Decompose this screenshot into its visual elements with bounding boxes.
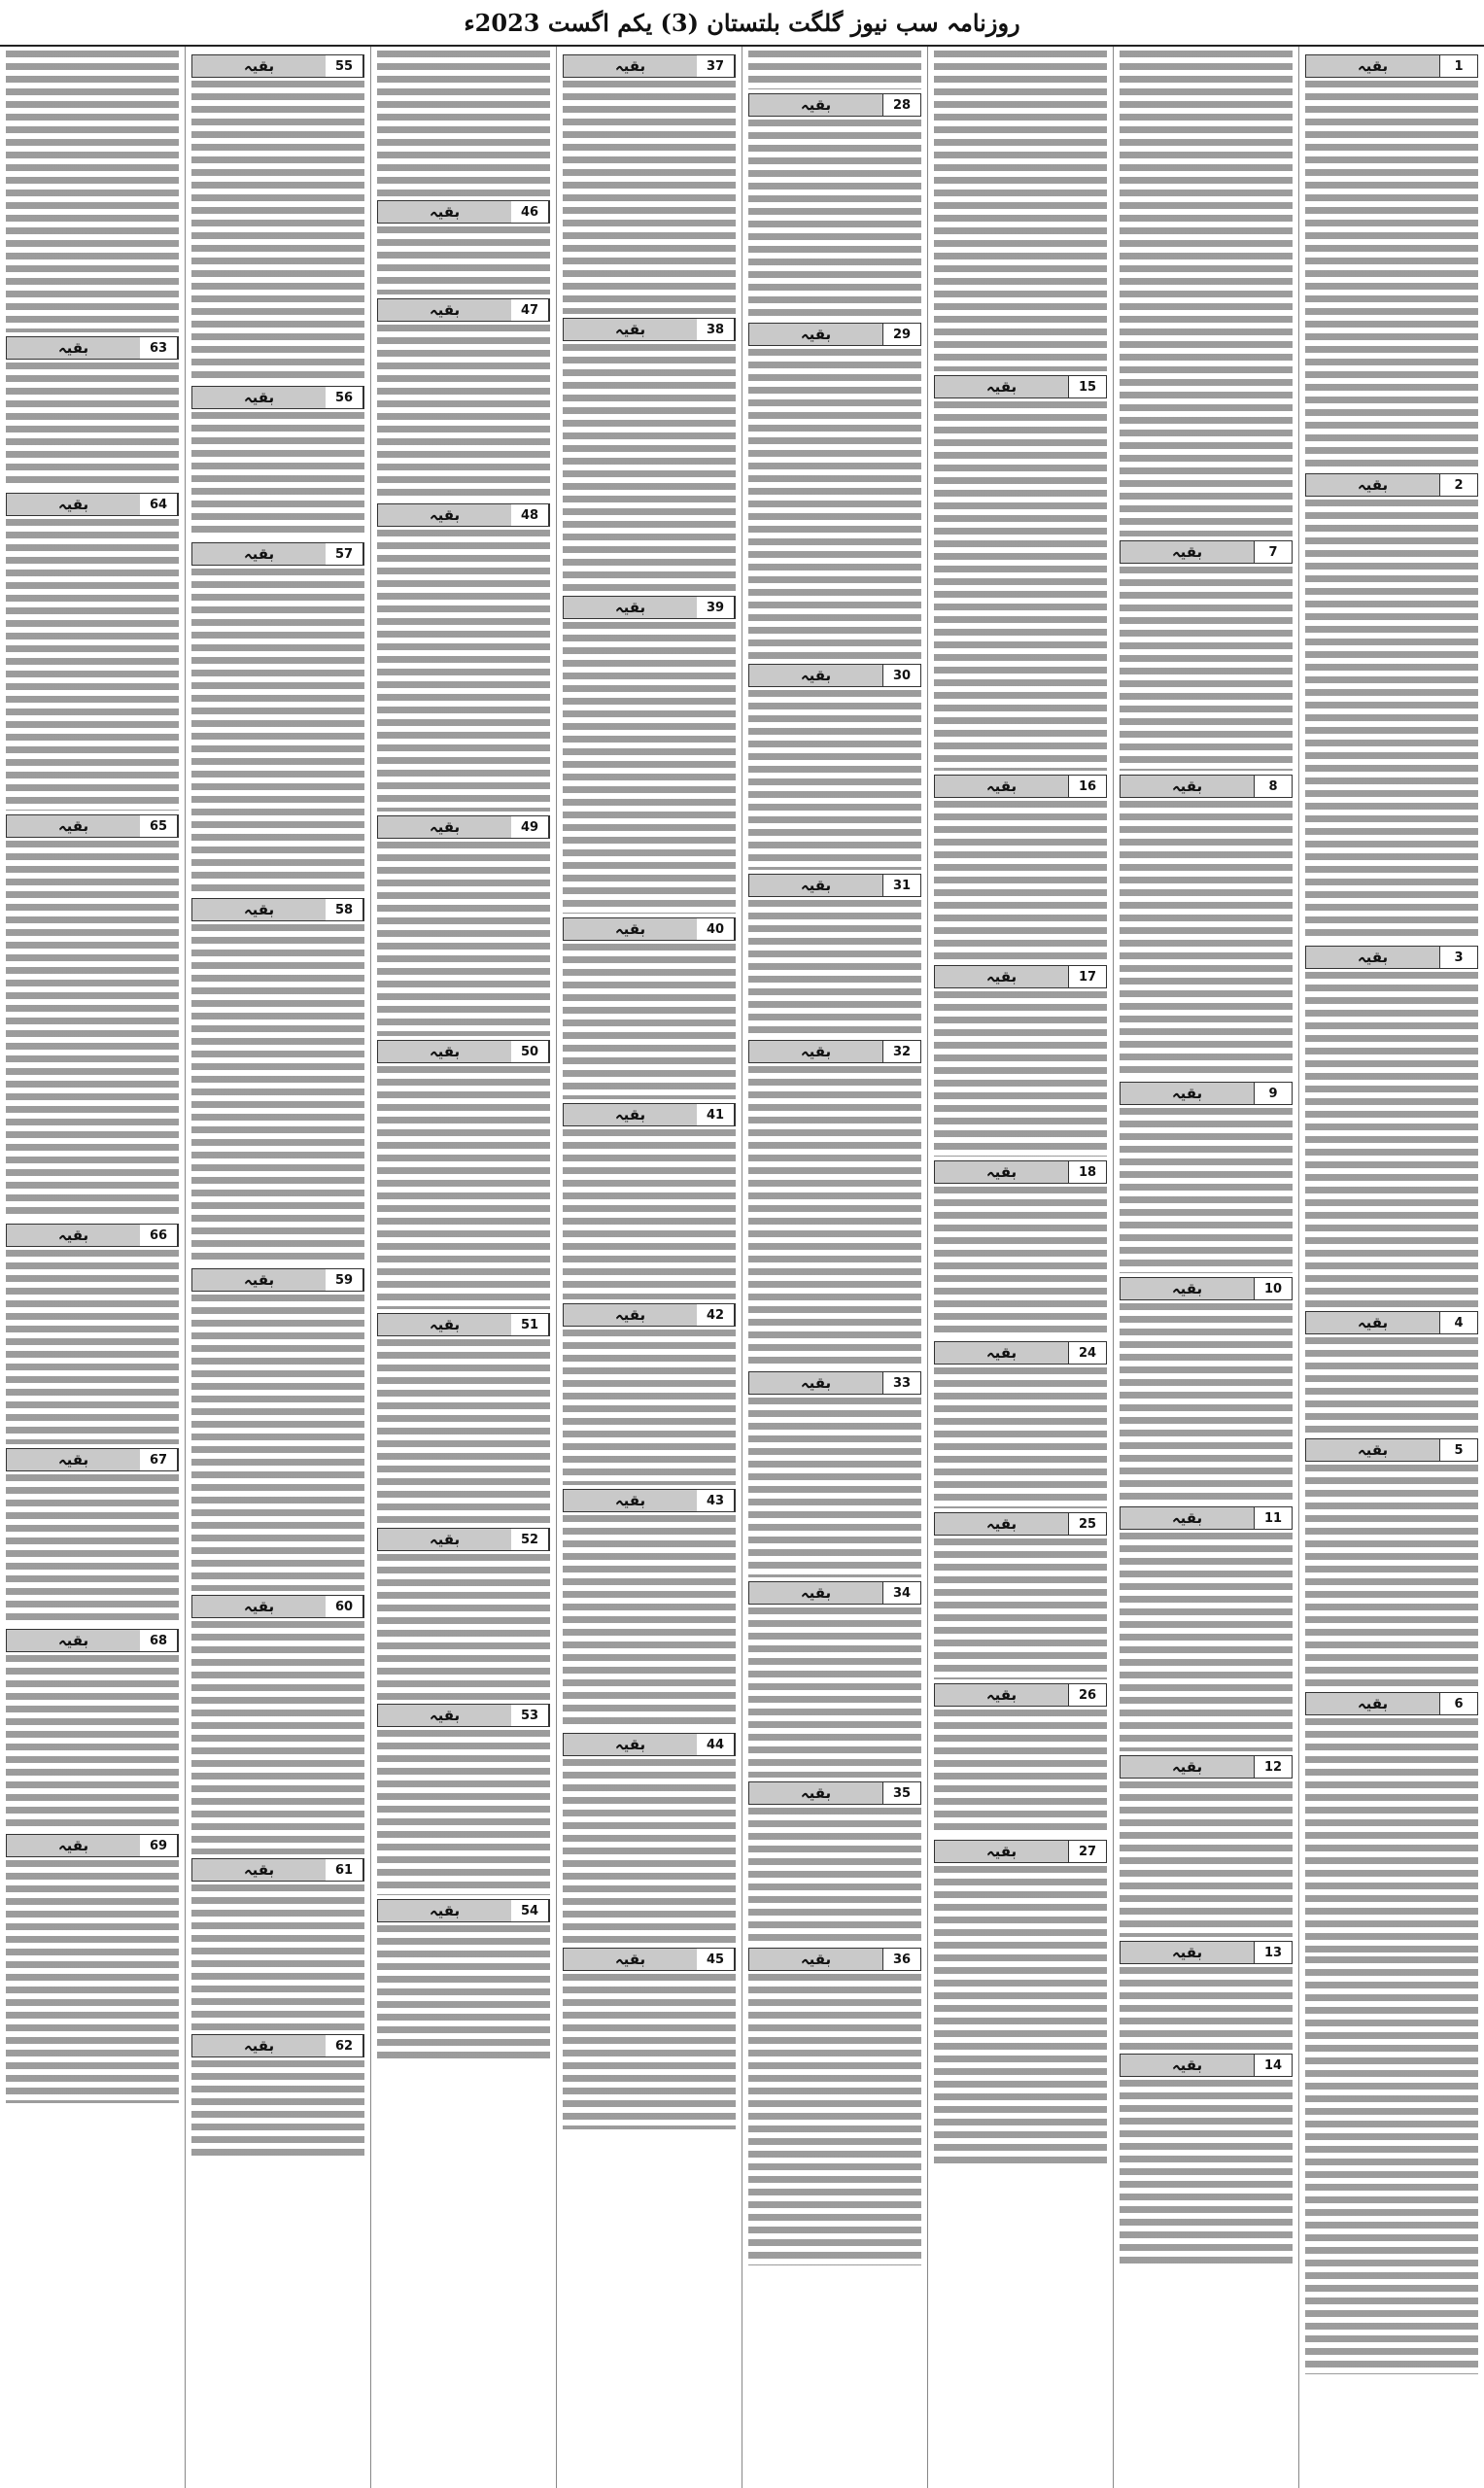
continuation-banner	[377, 1704, 550, 1727]
masthead	[0, 0, 1484, 47]
continuation-number: 47	[511, 299, 549, 321]
article-text	[1305, 1718, 1478, 1956]
continuation-number: 39	[697, 597, 735, 618]
continuation-label: بقیہ	[1171, 543, 1203, 561]
continuation-banner	[1305, 1438, 1478, 1462]
continuation-label: بقیہ	[614, 1951, 646, 1968]
continuation-banner	[377, 1899, 550, 1922]
article-text	[934, 1710, 1107, 1836]
continuation-label: بقیہ	[614, 1306, 646, 1324]
continuation-number: 40	[697, 918, 735, 940]
continuation-number: 25	[1068, 1513, 1106, 1535]
continuation-label: بقیہ	[800, 96, 832, 114]
continuation-label: بقیہ	[614, 57, 646, 75]
column-5	[556, 47, 742, 2488]
continuation-label: بقیہ	[57, 817, 89, 835]
continuation-banner	[1120, 775, 1293, 798]
continuation-label: بقیہ	[57, 1837, 89, 1854]
continuation-label: بقیہ	[429, 1043, 461, 1060]
continuation-banner	[563, 1733, 736, 1756]
continuation-banner	[377, 1313, 550, 1336]
article-text	[934, 991, 1107, 1157]
continuation-number: 42	[697, 1304, 735, 1326]
continuation-banner	[6, 336, 179, 360]
article-text	[191, 81, 364, 382]
continuation-number: 12	[1254, 1756, 1292, 1778]
continuation-number: 24	[1068, 1342, 1106, 1364]
continuation-banner	[1305, 1692, 1478, 1715]
continuation-number: 7	[1254, 541, 1292, 563]
continuation-banner	[748, 1371, 921, 1395]
continuation-number: 60	[326, 1596, 363, 1617]
continuation-label: بقیہ	[985, 1686, 1018, 1704]
article-text	[1120, 1303, 1293, 1503]
article-text	[748, 1607, 921, 1778]
continuation-number: 34	[882, 1582, 920, 1604]
continuation-banner	[563, 318, 736, 341]
article-text	[377, 226, 550, 294]
continuation-number: 38	[697, 319, 735, 340]
article-text	[1120, 51, 1293, 536]
article-text	[748, 900, 921, 1036]
continuation-number: 65	[140, 815, 178, 837]
article-text	[1305, 1465, 1478, 1688]
masthead-title: روزنامہ سب نیوز گلگت بلتستان (3) یکم اگست 2023ء	[464, 8, 1020, 37]
continuation-label: بقیہ	[1357, 949, 1389, 966]
column-3	[927, 47, 1113, 2488]
continuation-banner	[6, 1224, 179, 1247]
continuation-label: بقیہ	[614, 1106, 646, 1123]
article-text	[1120, 2080, 1293, 2264]
article-text	[1305, 1956, 1478, 2374]
article-text	[1120, 567, 1293, 771]
continuation-banner	[934, 775, 1107, 798]
article-text	[191, 1621, 364, 1854]
continuation-number: 3	[1439, 947, 1477, 968]
continuation-number: 2	[1439, 474, 1477, 496]
continuation-label: بقیہ	[800, 326, 832, 343]
article-text	[934, 51, 1107, 371]
article-text	[191, 1884, 364, 2030]
continuation-number: 69	[140, 1835, 178, 1856]
continuation-banner	[563, 596, 736, 619]
continuation-number: 29	[882, 324, 920, 345]
continuation-banner	[748, 323, 921, 346]
continuation-banner	[6, 1834, 179, 1857]
continuation-label: بقیہ	[429, 1531, 461, 1548]
continuation-banner	[748, 1040, 921, 1063]
continuation-label: بقیہ	[1171, 1758, 1203, 1776]
continuation-banner	[377, 200, 550, 224]
article-text	[748, 1066, 921, 1367]
continuation-number: 59	[326, 1269, 363, 1291]
continuation-label: بقیہ	[429, 506, 461, 524]
article-text	[6, 51, 179, 332]
continuation-banner	[191, 1595, 364, 1618]
continuation-number: 50	[511, 1041, 549, 1062]
continuation-number: 31	[882, 875, 920, 896]
continuation-number: 53	[511, 1705, 549, 1726]
continuation-label: بقیہ	[57, 339, 89, 357]
article-text	[191, 1295, 364, 1591]
continuation-number: 36	[882, 1949, 920, 1970]
article-text	[6, 841, 179, 1220]
article-text	[6, 519, 179, 811]
continuation-number: 41	[697, 1104, 735, 1125]
continuation-label: بقیہ	[57, 1451, 89, 1469]
continuation-banner	[563, 1303, 736, 1327]
continuation-label: بقیہ	[985, 1344, 1018, 1362]
article-text	[563, 1330, 736, 1485]
continuation-label: بقیہ	[614, 321, 646, 338]
continuation-banner	[748, 93, 921, 117]
continuation-banner	[377, 1040, 550, 1063]
continuation-number: 28	[882, 94, 920, 116]
article-text	[1305, 81, 1478, 469]
continuation-label: بقیہ	[614, 599, 646, 616]
continuation-label: بقیہ	[800, 1043, 832, 1060]
continuation-number: 33	[882, 1372, 920, 1394]
article-text	[1120, 1781, 1293, 1937]
continuation-label: بقیہ	[243, 2037, 275, 2055]
continuation-number: 64	[140, 494, 178, 515]
continuation-banner	[1120, 1082, 1293, 1105]
article-text	[6, 1250, 179, 1444]
continuation-banner	[1120, 1506, 1293, 1530]
continuation-banner	[191, 2034, 364, 2057]
continuation-number: 61	[326, 1859, 363, 1881]
column-1	[1298, 47, 1484, 2488]
article-text	[934, 801, 1107, 961]
article-text	[934, 1866, 1107, 2167]
column-7	[185, 47, 370, 2488]
continuation-label: بقیہ	[1171, 2056, 1203, 2074]
article-text	[563, 622, 736, 914]
continuation-label: بقیہ	[1357, 1695, 1389, 1712]
continuation-number: 58	[326, 899, 363, 920]
article-text	[6, 363, 179, 489]
continuation-banner	[748, 874, 921, 897]
continuation-label: بقیہ	[800, 877, 832, 894]
article-text	[748, 1808, 921, 1944]
continuation-label: بقیہ	[1171, 1085, 1203, 1102]
continuation-number: 5	[1439, 1439, 1477, 1461]
continuation-banner	[191, 542, 364, 566]
article-text	[191, 924, 364, 1264]
continuation-banner	[6, 493, 179, 516]
continuation-number: 18	[1068, 1161, 1106, 1183]
continuation-number: 11	[1254, 1507, 1292, 1529]
continuation-label: بقیہ	[985, 1515, 1018, 1533]
continuation-label: بقیہ	[57, 1227, 89, 1244]
continuation-number: 26	[1068, 1684, 1106, 1706]
continuation-number: 37	[697, 55, 735, 77]
continuation-label: بقیہ	[429, 818, 461, 836]
article-text	[6, 1655, 179, 1830]
continuation-number: 30	[882, 665, 920, 686]
continuation-label: بقیہ	[985, 378, 1018, 396]
article-text	[748, 690, 921, 870]
continuation-banner	[1120, 1941, 1293, 1964]
continuation-banner	[934, 375, 1107, 398]
continuation-label: بقیہ	[429, 1316, 461, 1333]
column-6	[370, 47, 556, 2488]
continuation-label: بقیہ	[985, 1163, 1018, 1181]
continuation-banner	[748, 1948, 921, 1971]
article-text	[748, 1398, 921, 1577]
continuation-number: 62	[326, 2035, 363, 2056]
continuation-label: بقیہ	[985, 968, 1018, 985]
continuation-label: بقیہ	[1357, 1441, 1389, 1459]
article-text	[1120, 1967, 1293, 2050]
continuation-banner	[377, 298, 550, 322]
continuation-number: 14	[1254, 2055, 1292, 2076]
continuation-label: بقیہ	[243, 389, 275, 406]
article-text	[191, 2060, 364, 2158]
continuation-label: بقیہ	[429, 301, 461, 319]
article-text	[1305, 972, 1478, 1307]
article-text	[934, 1538, 1107, 1679]
continuation-label: بقیہ	[800, 1951, 832, 1968]
continuation-label: بقیہ	[1171, 778, 1203, 795]
continuation-number: 57	[326, 543, 363, 565]
continuation-number: 9	[1254, 1083, 1292, 1104]
continuation-number: 8	[1254, 776, 1292, 797]
continuation-banner	[1305, 473, 1478, 497]
article-text	[934, 1367, 1107, 1508]
article-text	[377, 530, 550, 812]
continuation-number: 10	[1254, 1278, 1292, 1299]
article-text	[1305, 1337, 1478, 1434]
continuation-label: بقیہ	[800, 1584, 832, 1602]
continuation-banner	[6, 1448, 179, 1471]
article-text	[377, 1925, 550, 2061]
continuation-banner	[563, 54, 736, 78]
continuation-number: 16	[1068, 776, 1106, 797]
article-text	[563, 1129, 736, 1299]
continuation-number: 13	[1254, 1942, 1292, 1963]
continuation-number: 55	[326, 55, 363, 77]
continuation-label: بقیہ	[243, 1271, 275, 1289]
continuation-banner	[377, 815, 550, 839]
continuation-number: 52	[511, 1529, 549, 1550]
continuation-number: 1	[1439, 55, 1477, 77]
continuation-banner	[563, 1489, 736, 1512]
continuation-label: بقیہ	[985, 1843, 1018, 1860]
article-text	[377, 1554, 550, 1700]
continuation-banner	[191, 54, 364, 78]
continuation-banner	[934, 1840, 1107, 1863]
continuation-number: 54	[511, 1900, 549, 1921]
article-text	[934, 1187, 1107, 1337]
article-text	[191, 569, 364, 894]
article-text	[1120, 1533, 1293, 1751]
continuation-label: بقیہ	[614, 1492, 646, 1509]
continuation-number: 44	[697, 1734, 735, 1755]
continuation-label: بقیہ	[429, 1707, 461, 1724]
continuation-label: بقیہ	[614, 1736, 646, 1753]
continuation-banner	[748, 664, 921, 687]
continuation-banner	[1305, 54, 1478, 78]
continuation-number: 66	[140, 1225, 178, 1246]
continuation-label: بقیہ	[429, 1902, 461, 1919]
continuation-label: بقیہ	[57, 496, 89, 513]
continuation-label: بقیہ	[800, 1374, 832, 1392]
continuation-banner	[934, 1341, 1107, 1365]
continuation-number: 49	[511, 816, 549, 838]
continuation-banner	[563, 917, 736, 941]
continuation-number: 32	[882, 1041, 920, 1062]
article-text	[377, 51, 550, 196]
continuation-number: 45	[697, 1949, 735, 1970]
continuation-banner	[191, 1268, 364, 1292]
continuation-label: بقیہ	[429, 203, 461, 221]
article-text	[6, 1860, 179, 2103]
continuation-banner	[748, 1781, 921, 1805]
article-text	[6, 1474, 179, 1625]
continuation-label: بقیہ	[243, 57, 275, 75]
article-text	[191, 412, 364, 538]
continuation-label: بقیہ	[1357, 476, 1389, 494]
continuation-banner	[748, 1581, 921, 1605]
continuation-banner	[6, 1629, 179, 1652]
continuation-banner	[563, 1948, 736, 1971]
article-text	[748, 349, 921, 660]
continuation-label: بقیہ	[243, 545, 275, 563]
continuation-banner	[1305, 1311, 1478, 1334]
continuation-number: 35	[882, 1782, 920, 1804]
continuation-number: 68	[140, 1630, 178, 1651]
article-text	[377, 842, 550, 1036]
column-2	[1113, 47, 1298, 2488]
continuation-label: بقیہ	[1171, 1509, 1203, 1527]
continuation-label: بقیہ	[1357, 1314, 1389, 1331]
article-text	[377, 1066, 550, 1309]
continuation-banner	[1120, 540, 1293, 564]
continuation-label: بقیہ	[800, 667, 832, 684]
continuation-number: 17	[1068, 966, 1106, 987]
article-text	[563, 1974, 736, 2129]
continuation-number: 6	[1439, 1693, 1477, 1714]
column-8	[0, 47, 185, 2488]
continuation-banner	[934, 1512, 1107, 1536]
article-text	[563, 81, 736, 314]
article-text	[377, 1730, 550, 1895]
continuation-label: بقیہ	[614, 920, 646, 938]
article-text	[1305, 500, 1478, 942]
continuation-label: بقیہ	[1171, 1280, 1203, 1297]
continuation-banner	[934, 1160, 1107, 1184]
continuation-label: بقیہ	[57, 1632, 89, 1649]
continuation-banner	[6, 814, 179, 838]
continuation-banner	[1120, 2054, 1293, 2077]
continuation-number: 48	[511, 504, 549, 526]
continuation-number: 56	[326, 387, 363, 408]
continuation-number: 43	[697, 1490, 735, 1511]
article-text	[563, 344, 736, 592]
continuation-label: بقیہ	[1357, 57, 1389, 75]
continuation-label: بقیہ	[243, 1861, 275, 1879]
continuation-label: بقیہ	[985, 778, 1018, 795]
continuation-banner	[377, 503, 550, 527]
continuation-banner	[377, 1528, 550, 1551]
continuation-number: 15	[1068, 376, 1106, 397]
continuation-banner	[563, 1103, 736, 1126]
continuation-label: بقیہ	[243, 1598, 275, 1615]
article-text	[377, 325, 550, 500]
article-text	[1120, 801, 1293, 1078]
article-text	[934, 401, 1107, 771]
article-text	[563, 1759, 736, 1944]
continuation-banner	[191, 898, 364, 921]
continuation-number: 63	[140, 337, 178, 359]
continuation-banner	[934, 965, 1107, 988]
continuation-number: 46	[511, 201, 549, 223]
continuation-label: بقیہ	[243, 901, 275, 918]
continuation-banner	[1120, 1277, 1293, 1300]
continuation-number: 4	[1439, 1312, 1477, 1333]
columns-container	[0, 47, 1484, 2488]
continuation-number: 67	[140, 1449, 178, 1470]
article-text	[1120, 1108, 1293, 1273]
article-text	[748, 120, 921, 319]
continuation-banner	[934, 1683, 1107, 1707]
continuation-banner	[1305, 946, 1478, 969]
continuation-banner	[1120, 1755, 1293, 1779]
continuation-label: بقیہ	[1171, 1944, 1203, 1961]
continuation-label: بقیہ	[800, 1784, 832, 1802]
article-text	[563, 944, 736, 1099]
article-text	[748, 51, 921, 89]
continuation-banner	[191, 386, 364, 409]
continuation-banner	[191, 1858, 364, 1882]
article-text	[748, 1974, 921, 2265]
continuation-number: 27	[1068, 1841, 1106, 1862]
article-text	[377, 1339, 550, 1524]
column-4	[742, 47, 927, 2488]
article-text	[563, 1515, 736, 1729]
continuation-number: 51	[511, 1314, 549, 1335]
